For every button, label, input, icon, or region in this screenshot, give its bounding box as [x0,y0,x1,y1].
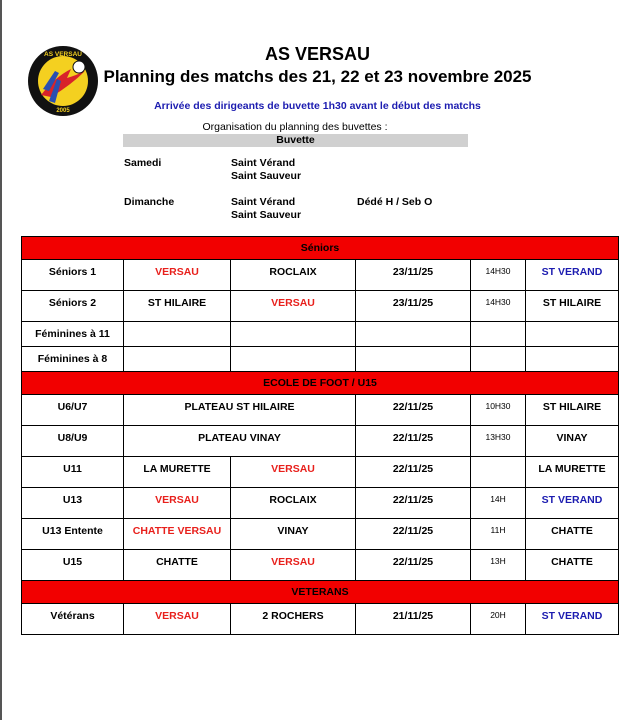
club-title: AS VERSAU [264,44,371,64]
venue-cell: CHATTE [526,519,619,550]
date-cell: 22/11/25 [356,519,471,550]
venue-cell: ST VERAND [526,488,619,519]
table-row [22,395,619,426]
home-cell: VERSAU [124,260,231,291]
team-cell: U13 [22,488,124,519]
team-cell: Féminines à 11 [22,322,124,347]
away-cell [231,347,356,372]
table-row [22,519,619,550]
logo-year: 2005 [56,108,70,114]
away-cell: ROCLAIX [231,260,356,291]
time-cell [471,347,526,372]
venue-cell: VINAY [526,426,619,457]
section-header-ecole [22,372,619,395]
date-cell: 23/11/25 [356,260,471,291]
venue-cell [526,347,619,372]
home-cell: LA MURETTE [124,457,231,488]
home-cell: VERSAU [124,604,231,635]
home-cell: ST HILAIRE [124,291,231,322]
section-title: Séniors [22,237,619,260]
buvette-samedi-line-2: Saint Sauveur [231,170,302,182]
team-cell: U11 [22,457,124,488]
time-cell: 10H30 [471,395,526,426]
table-row [22,604,619,635]
time-cell: 14H30 [471,260,526,291]
buvette-day-dimanche: Dimanche [124,196,175,208]
away-cell: ROCLAIX [231,488,356,519]
away-cell: 2 ROCHERS [231,604,356,635]
team-cell: Vétérans [22,604,124,635]
table-row [22,291,619,322]
home-cell: CHATTE VERSAU [124,519,231,550]
buvette-samedi-line-1: Saint Vérand [231,157,296,169]
time-cell: 14H30 [471,291,526,322]
venue-cell [526,322,619,347]
buvette-dimanche-extra: Dédé H / Seb O [357,196,433,208]
table-row [22,488,619,519]
team-cell: U8/U9 [22,426,124,457]
match-schedule-table [21,236,619,635]
section-header-veterans [22,581,619,604]
buvette-dimanche-line-2: Saint Sauveur [231,209,302,221]
team-cell: Féminines à 8 [22,347,124,372]
table-row [22,426,619,457]
team-cell: Séniors 2 [22,291,124,322]
table-row [22,347,619,372]
time-cell: 13H30 [471,426,526,457]
home-cell [124,347,231,372]
time-cell: 20H [471,604,526,635]
home-cell [124,322,231,347]
time-cell [471,322,526,347]
home-cell: VERSAU [124,488,231,519]
team-cell: U15 [22,550,124,581]
date-cell: 22/11/25 [356,426,471,457]
buvette-dimanche-line-1: Saint Vérand [231,196,296,208]
section-title: ECOLE DE FOOT / U15 [22,372,619,395]
buvette-day-samedi: Samedi [124,157,162,169]
date-cell: 22/11/25 [356,550,471,581]
logo-top-text: AS VERSAU [44,51,82,58]
time-cell: 14H [471,488,526,519]
time-cell: 11H [471,519,526,550]
date-cell [356,322,471,347]
venue-cell: LA MURETTE [526,457,619,488]
table-row [22,457,619,488]
match-cell: PLATEAU ST HILAIRE [124,395,356,426]
venue-cell: ST HILAIRE [526,395,619,426]
away-cell: VERSAU [231,457,356,488]
team-cell: U6/U7 [22,395,124,426]
table-row [22,550,619,581]
section-header-seniors [22,237,619,260]
date-cell: 22/11/25 [356,395,471,426]
away-cell: VERSAU [231,550,356,581]
buvette-header: Buvette [123,134,468,147]
venue-cell: CHATTE [526,550,619,581]
venue-cell: ST VERAND [526,260,619,291]
time-cell [471,457,526,488]
date-cell: 23/11/25 [356,291,471,322]
table-row [22,322,619,347]
date-cell [356,347,471,372]
team-cell: Séniors 1 [22,260,124,291]
venue-cell: ST HILAIRE [526,291,619,322]
match-cell: PLATEAU VINAY [124,426,356,457]
organisation-label: Organisation du planning des buvettes : [202,121,388,133]
away-cell [231,322,356,347]
date-cell: 22/11/25 [356,457,471,488]
home-cell: CHATTE [124,550,231,581]
page-title: Planning des matchs des 21, 22 et 23 novembre 2025 [103,67,532,86]
date-cell: 22/11/25 [356,488,471,519]
away-cell: VERSAU [231,291,356,322]
arrival-note: Arrivée des dirigeants de buvette 1h30 avant le début des matchs [154,100,481,112]
date-cell: 21/11/25 [356,604,471,635]
away-cell: VINAY [231,519,356,550]
team-cell: U13 Entente [22,519,124,550]
section-title: VETERANS [22,581,619,604]
venue-cell: ST VERAND [526,604,619,635]
table-row [22,260,619,291]
time-cell: 13H [471,550,526,581]
